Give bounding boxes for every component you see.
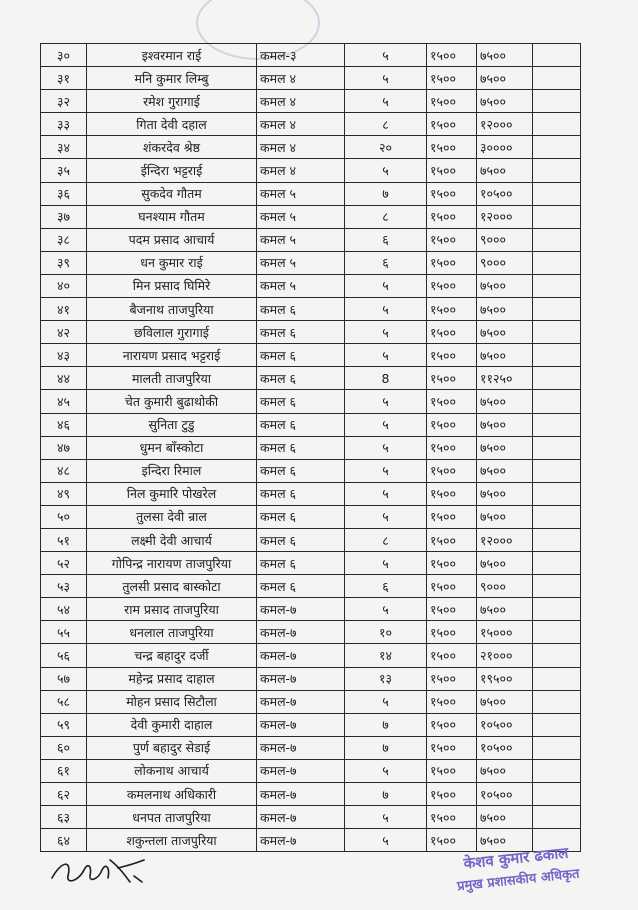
rate-cell: १५००: [427, 552, 477, 575]
amount-cell: ७५००: [477, 159, 533, 182]
ward-cell: कमल ६: [257, 367, 345, 390]
blank-cell: [533, 621, 581, 644]
amount-cell: ७५००: [477, 44, 533, 67]
blank-cell: [533, 667, 581, 690]
ward-cell: कमल-७: [257, 806, 345, 829]
rate-cell: १५००: [427, 482, 477, 505]
ward-cell: कमल-७: [257, 667, 345, 690]
table-row: [41, 713, 581, 736]
rate-cell: १५००: [427, 505, 477, 528]
ward-cell: कमल-७: [257, 713, 345, 736]
amount-cell: २१०००: [477, 644, 533, 667]
table-row: [41, 413, 581, 436]
name-cell: महेन्द्र प्रसाद दाहाल: [87, 667, 257, 690]
serial-number-cell: ५८: [41, 690, 87, 713]
serial-number-cell: ३८: [41, 228, 87, 251]
days-cell: ५: [345, 390, 427, 413]
name-cell: धन कुमार राई: [87, 251, 257, 274]
table-row: [41, 159, 581, 182]
name-cell: पदम प्रसाद आचार्य: [87, 228, 257, 251]
name-cell: चेत कुमारी बुढाथोकी: [87, 390, 257, 413]
rate-cell: १५००: [427, 690, 477, 713]
name-cell: राम प्रसाद ताजपुरिया: [87, 598, 257, 621]
blank-cell: [533, 759, 581, 782]
serial-number-cell: ४०: [41, 274, 87, 297]
name-cell: धनलाल ताजपुरिया: [87, 621, 257, 644]
name-cell: शंकरदेव श्रेष्ठ: [87, 136, 257, 159]
blank-cell: [533, 505, 581, 528]
blank-cell: [533, 736, 581, 759]
amount-cell: ७५००: [477, 482, 533, 505]
blank-cell: [533, 298, 581, 321]
amount-cell: ७५००: [477, 67, 533, 90]
days-cell: ५: [345, 90, 427, 113]
serial-number-cell: ३५: [41, 159, 87, 182]
serial-number-cell: ४३: [41, 344, 87, 367]
table-row: [41, 205, 581, 228]
serial-number-cell: ३२: [41, 90, 87, 113]
blank-cell: [533, 575, 581, 598]
ward-cell: कमल-७: [257, 783, 345, 806]
serial-number-cell: ६४: [41, 829, 87, 852]
serial-number-cell: ४४: [41, 367, 87, 390]
table-row: [41, 390, 581, 413]
blank-cell: [533, 436, 581, 459]
ward-cell: कमल-७: [257, 829, 345, 852]
ward-cell: कमल ६: [257, 298, 345, 321]
amount-cell: १५०००: [477, 621, 533, 644]
ward-cell: कमल ४: [257, 90, 345, 113]
rate-cell: १५००: [427, 667, 477, 690]
rate-cell: १५००: [427, 390, 477, 413]
table-row: [41, 552, 581, 575]
blank-cell: [533, 413, 581, 436]
rate-cell: १५००: [427, 136, 477, 159]
amount-cell: ७५००: [477, 505, 533, 528]
blank-cell: [533, 113, 581, 136]
rate-cell: १५००: [427, 90, 477, 113]
amount-cell: ७५००: [477, 274, 533, 297]
blank-cell: [533, 783, 581, 806]
ward-cell: कमल ४: [257, 67, 345, 90]
serial-number-cell: ४९: [41, 482, 87, 505]
days-cell: ७: [345, 736, 427, 759]
rate-cell: १५००: [427, 736, 477, 759]
rate-cell: १५००: [427, 113, 477, 136]
name-cell: मोहन प्रसाद सिटौला: [87, 690, 257, 713]
blank-cell: [533, 205, 581, 228]
serial-number-cell: ५२: [41, 552, 87, 575]
ward-cell: कमल ६: [257, 575, 345, 598]
table-row: [41, 482, 581, 505]
blank-cell: [533, 713, 581, 736]
table-row: [41, 667, 581, 690]
ward-cell: कमल-७: [257, 759, 345, 782]
days-cell: 8: [345, 367, 427, 390]
serial-number-cell: ४८: [41, 459, 87, 482]
days-cell: २०: [345, 136, 427, 159]
ward-cell: कमल ६: [257, 459, 345, 482]
days-cell: ६: [345, 575, 427, 598]
days-cell: ५: [345, 413, 427, 436]
name-cell: मालती ताजपुरिया: [87, 367, 257, 390]
rate-cell: १५००: [427, 436, 477, 459]
serial-number-cell: ३०: [41, 44, 87, 67]
amount-cell: ९०००: [477, 575, 533, 598]
amount-cell: ७५००: [477, 344, 533, 367]
serial-number-cell: ४५: [41, 390, 87, 413]
amount-cell: ७५००: [477, 90, 533, 113]
days-cell: ६: [345, 228, 427, 251]
serial-number-cell: ४७: [41, 436, 87, 459]
table-row: [41, 598, 581, 621]
ward-cell: कमल ५: [257, 228, 345, 251]
days-cell: ५: [345, 482, 427, 505]
table-row: [41, 367, 581, 390]
rate-cell: १५००: [427, 274, 477, 297]
amount-cell: १२०००: [477, 205, 533, 228]
days-cell: ५: [345, 321, 427, 344]
table-row: [41, 90, 581, 113]
ward-cell: कमल ५: [257, 182, 345, 205]
days-cell: ५: [345, 552, 427, 575]
days-cell: ८: [345, 205, 427, 228]
amount-cell: ७५००: [477, 759, 533, 782]
days-cell: ७: [345, 783, 427, 806]
ward-cell: कमल ४: [257, 159, 345, 182]
ward-cell: कमल ६: [257, 552, 345, 575]
table-row: [41, 228, 581, 251]
table-row: [41, 621, 581, 644]
rate-cell: १५००: [427, 598, 477, 621]
blank-cell: [533, 274, 581, 297]
ward-cell: कमल-७: [257, 621, 345, 644]
name-cell: गिता देवी दहाल: [87, 113, 257, 136]
amount-cell: ३००००: [477, 136, 533, 159]
name-cell: चन्द्र बहादुर दर्जी: [87, 644, 257, 667]
blank-cell: [533, 44, 581, 67]
days-cell: १०: [345, 621, 427, 644]
days-cell: ५: [345, 159, 427, 182]
ward-cell: कमल-७: [257, 690, 345, 713]
table-row: [41, 783, 581, 806]
rate-cell: १५००: [427, 713, 477, 736]
amount-cell: ११२५०: [477, 367, 533, 390]
days-cell: ५: [345, 690, 427, 713]
ward-cell: कमल ६: [257, 390, 345, 413]
ward-cell: कमल-७: [257, 644, 345, 667]
serial-number-cell: ५४: [41, 598, 87, 621]
rate-cell: १५००: [427, 228, 477, 251]
serial-number-cell: ४१: [41, 298, 87, 321]
blank-cell: [533, 67, 581, 90]
serial-number-cell: ३१: [41, 67, 87, 90]
serial-number-cell: ६३: [41, 806, 87, 829]
name-cell: धनपत ताजपुरिया: [87, 806, 257, 829]
serial-number-cell: ५३: [41, 575, 87, 598]
signature-left: [48, 848, 158, 892]
name-cell: इन्दिरा रिमाल: [87, 459, 257, 482]
name-cell: सुकदेव गौतम: [87, 182, 257, 205]
amount-cell: ७५००: [477, 413, 533, 436]
table-row: [41, 298, 581, 321]
blank-cell: [533, 598, 581, 621]
rate-cell: १५००: [427, 205, 477, 228]
table-row: [41, 505, 581, 528]
ward-cell: कमल-७: [257, 736, 345, 759]
name-cell: लोकनाथ आचार्य: [87, 759, 257, 782]
rate-cell: १५००: [427, 575, 477, 598]
table-row: [41, 459, 581, 482]
blank-cell: [533, 459, 581, 482]
name-cell: मिन प्रसाद घिमिरे: [87, 274, 257, 297]
table-row: [41, 690, 581, 713]
rate-cell: १५००: [427, 759, 477, 782]
amount-cell: १०५००: [477, 713, 533, 736]
rate-cell: १५००: [427, 159, 477, 182]
name-cell: बैजनाथ ताजपुरिया: [87, 298, 257, 321]
table-row: [41, 113, 581, 136]
blank-cell: [533, 182, 581, 205]
days-cell: ५: [345, 67, 427, 90]
beneficiary-table: [40, 43, 581, 852]
days-cell: ७: [345, 713, 427, 736]
table-row: [41, 251, 581, 274]
blank-cell: [533, 367, 581, 390]
name-cell: छविलाल गुरागाई: [87, 321, 257, 344]
name-cell: तुलसी प्रसाद बास्कोटा: [87, 575, 257, 598]
name-cell: निल कुमारि पोखरेल: [87, 482, 257, 505]
table-row: [41, 644, 581, 667]
amount-cell: ७५००: [477, 321, 533, 344]
serial-number-cell: ३७: [41, 205, 87, 228]
rate-cell: १५००: [427, 644, 477, 667]
name-cell: गोपिन्द्र नारायण ताजपुरिया: [87, 552, 257, 575]
days-cell: ५: [345, 436, 427, 459]
rate-cell: १५००: [427, 806, 477, 829]
amount-cell: ७५००: [477, 829, 533, 852]
blank-cell: [533, 159, 581, 182]
table-row: [41, 806, 581, 829]
name-cell: कमलनाथ अधिकारी: [87, 783, 257, 806]
ward-cell: कमल-७: [257, 598, 345, 621]
days-cell: ५: [345, 298, 427, 321]
name-cell: सुनिता टुडु: [87, 413, 257, 436]
table-row: [41, 528, 581, 551]
table-row: [41, 182, 581, 205]
serial-number-cell: ५६: [41, 644, 87, 667]
rate-cell: १५००: [427, 321, 477, 344]
ward-cell: कमल ५: [257, 205, 345, 228]
name-cell: तुलसा देवी न्राल: [87, 505, 257, 528]
serial-number-cell: ५०: [41, 505, 87, 528]
blank-cell: [533, 344, 581, 367]
serial-number-cell: ५९: [41, 713, 87, 736]
ward-cell: कमल-३: [257, 44, 345, 67]
ward-cell: कमल ४: [257, 136, 345, 159]
table-row: [41, 136, 581, 159]
rate-cell: १५००: [427, 829, 477, 852]
serial-number-cell: ६०: [41, 736, 87, 759]
rate-cell: १५००: [427, 298, 477, 321]
amount-cell: ९०००: [477, 228, 533, 251]
days-cell: ५: [345, 598, 427, 621]
ward-cell: कमल ६: [257, 505, 345, 528]
amount-cell: ७५००: [477, 436, 533, 459]
officer-name: केशव कुमार ढकाल: [462, 843, 570, 873]
ward-cell: कमल ४: [257, 113, 345, 136]
days-cell: ५: [345, 44, 427, 67]
rate-cell: १५००: [427, 459, 477, 482]
name-cell: रमेश गुरागाई: [87, 90, 257, 113]
rate-cell: १५००: [427, 182, 477, 205]
rate-cell: १५००: [427, 367, 477, 390]
ward-cell: कमल ५: [257, 251, 345, 274]
blank-cell: [533, 228, 581, 251]
days-cell: ५: [345, 274, 427, 297]
days-cell: ५: [345, 505, 427, 528]
days-cell: ६: [345, 251, 427, 274]
ward-cell: कमल ५: [257, 274, 345, 297]
name-cell: घनश्याम गौतम: [87, 205, 257, 228]
ward-cell: कमल ६: [257, 528, 345, 551]
blank-cell: [533, 806, 581, 829]
table-row: [41, 736, 581, 759]
serial-number-cell: ५१: [41, 528, 87, 551]
amount-cell: ७५००: [477, 552, 533, 575]
days-cell: ५: [345, 759, 427, 782]
blank-cell: [533, 136, 581, 159]
amount-cell: १०५००: [477, 182, 533, 205]
days-cell: ७: [345, 182, 427, 205]
days-cell: ५: [345, 459, 427, 482]
serial-number-cell: ४२: [41, 321, 87, 344]
days-cell: ८: [345, 113, 427, 136]
rate-cell: १५००: [427, 621, 477, 644]
serial-number-cell: ३९: [41, 251, 87, 274]
blank-cell: [533, 644, 581, 667]
name-cell: धुमन बाँस्कोटा: [87, 436, 257, 459]
days-cell: ५: [345, 829, 427, 852]
ward-cell: कमल ६: [257, 436, 345, 459]
rate-cell: १५००: [427, 528, 477, 551]
rate-cell: १५००: [427, 413, 477, 436]
ward-cell: कमल ६: [257, 344, 345, 367]
table-row: [41, 274, 581, 297]
officer-designation: प्रमुख प्रशासकीय अधिकृत: [456, 866, 581, 895]
rate-cell: १५००: [427, 44, 477, 67]
table-row: [41, 321, 581, 344]
table-body: [41, 44, 581, 852]
blank-cell: [533, 321, 581, 344]
name-cell: लक्ष्मी देवी आचार्य: [87, 528, 257, 551]
blank-cell: [533, 690, 581, 713]
table-row: [41, 67, 581, 90]
amount-cell: ७५००: [477, 598, 533, 621]
serial-number-cell: ४६: [41, 413, 87, 436]
serial-number-cell: ३३: [41, 113, 87, 136]
amount-cell: ७५००: [477, 390, 533, 413]
serial-number-cell: ३४: [41, 136, 87, 159]
amount-cell: ७५००: [477, 806, 533, 829]
amount-cell: १२०००: [477, 528, 533, 551]
blank-cell: [533, 390, 581, 413]
serial-number-cell: ५७: [41, 667, 87, 690]
amount-cell: १०५००: [477, 783, 533, 806]
serial-number-cell: ६२: [41, 783, 87, 806]
amount-cell: १२०००: [477, 113, 533, 136]
amount-cell: ७५००: [477, 298, 533, 321]
name-cell: ईन्दिरा भट्टराई: [87, 159, 257, 182]
days-cell: ५: [345, 344, 427, 367]
serial-number-cell: ५५: [41, 621, 87, 644]
amount-cell: ७५००: [477, 690, 533, 713]
name-cell: मनि कुमार लिम्बु: [87, 67, 257, 90]
ward-cell: कमल ६: [257, 321, 345, 344]
rate-cell: १५००: [427, 344, 477, 367]
days-cell: १४: [345, 644, 427, 667]
blank-cell: [533, 90, 581, 113]
rate-cell: १५००: [427, 783, 477, 806]
ward-cell: कमल ६: [257, 413, 345, 436]
days-cell: १३: [345, 667, 427, 690]
blank-cell: [533, 552, 581, 575]
blank-cell: [533, 528, 581, 551]
table-row: [41, 44, 581, 67]
table-row: [41, 344, 581, 367]
name-cell: नारायण प्रसाद भट्टराई: [87, 344, 257, 367]
blank-cell: [533, 251, 581, 274]
name-cell: शकुन्तला ताजपुरिया: [87, 829, 257, 852]
table-row: [41, 436, 581, 459]
table-row: [41, 575, 581, 598]
days-cell: ८: [345, 528, 427, 551]
amount-cell: १९५००: [477, 667, 533, 690]
name-cell: इश्वरमान राई: [87, 44, 257, 67]
table-row: [41, 759, 581, 782]
blank-cell: [533, 482, 581, 505]
name-cell: पुर्ण बहादुर सेडाई: [87, 736, 257, 759]
amount-cell: ९०००: [477, 251, 533, 274]
rate-cell: १५००: [427, 67, 477, 90]
amount-cell: १०५००: [477, 736, 533, 759]
rate-cell: १५००: [427, 251, 477, 274]
serial-number-cell: ३६: [41, 182, 87, 205]
days-cell: ५: [345, 806, 427, 829]
name-cell: देवी कुमारी दाहाल: [87, 713, 257, 736]
amount-cell: ७५००: [477, 459, 533, 482]
serial-number-cell: ६१: [41, 759, 87, 782]
ward-cell: कमल ६: [257, 482, 345, 505]
